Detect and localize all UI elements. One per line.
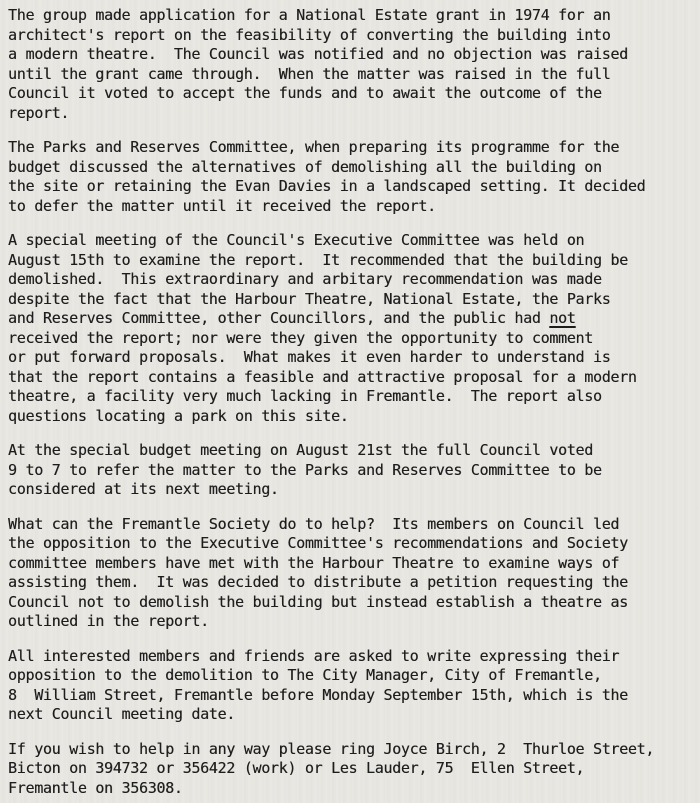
text-line: At the special budget meeting on August 21st the full Council voted	[8, 441, 593, 459]
text-line: Bicton on 394732 or 356422 (work) or Les Lauder, 75 Ellen Street,	[8, 759, 585, 777]
text-line: questions locating a park on this site.	[8, 406, 349, 425]
text-line: Council not to demolish the building but instead establish a theatre as	[8, 592, 628, 611]
text-line: demolished. This extraordinary and arbitary recommendation was made	[8, 270, 602, 288]
text-line: opposition to the demolition to The City Manager, City of Fremantle,	[8, 666, 602, 684]
paragraph	[8, 647, 696, 725]
paragraph	[8, 441, 696, 500]
text-line: despite the fact that the Harbour Theatre, National Estate, the Parks	[8, 289, 611, 308]
paragraph	[8, 231, 696, 426]
text-line: budget discussed the alternatives of demolishing all the building on	[8, 157, 602, 176]
text-line: 8 William Street, Fremantle before Monday September 15th, which is the	[8, 685, 628, 704]
text-line: assisting them. It was decided to distribute a petition requesting the	[8, 573, 628, 591]
text-line: architect's report on the feasibility of converting the building into	[8, 25, 611, 44]
text-line: All interested members and friends are asked to write expressing their	[8, 646, 620, 665]
text-line: August 15th to examine the report. It recommended that the building be	[8, 250, 628, 269]
text-line: received the report; nor were they given the opportunity to comment	[8, 328, 593, 347]
text-line: Council it voted to accept the funds and to await the outcome of the	[8, 84, 602, 102]
text-line: The Parks and Reserves Committee, when preparing its programme for the	[8, 138, 620, 156]
paragraph	[8, 740, 696, 799]
text-line: The group made application for a National Estate grant in 1974 for an	[8, 6, 611, 24]
text-line: the site or retaining the Evan Davies in a landscaped setting. It decided	[8, 177, 646, 195]
paragraph	[8, 515, 696, 632]
text-line: If you wish to help in any way please ring Joyce Birch, 2 Thurloe Street,	[8, 739, 655, 758]
text-line: Fremantle on 356308.	[8, 778, 183, 797]
text-line: considered at its next meeting.	[8, 480, 279, 498]
text-line: next Council meeting date.	[8, 705, 236, 723]
text-line: What can the Fremantle Society do to help? Its members on Council led	[8, 514, 620, 533]
paragraph	[8, 6, 696, 123]
underlined-word: not	[549, 309, 576, 327]
text-line: committee members have met with the Harbour Theatre to examine ways of	[8, 553, 620, 572]
text-line: to defer the matter until it received the report.	[8, 196, 436, 215]
paragraph	[8, 138, 696, 216]
text-line: a modern theatre. The Council was notified and no objection was raised	[8, 45, 628, 63]
text-line: and Reserves Committee, other Councillors, and the public had not	[8, 309, 576, 327]
text-line: outlined in the report.	[8, 612, 209, 630]
text-line: until the grant came through. When the matter was raised in the full	[8, 64, 611, 83]
text-line: 9 to 7 to refer the matter to the Parks and Reserves Committee to be	[8, 460, 602, 479]
text-line: or put forward proposals. What makes it even harder to understand is	[8, 348, 611, 366]
text-line: theatre, a facility very much lacking in Fremantle. The report also	[8, 387, 602, 405]
document-body	[8, 6, 696, 798]
text-line: report.	[8, 103, 70, 122]
text-line: that the report contains a feasible and attractive proposal for a modern	[8, 367, 637, 386]
text-line: A special meeting of the Council's Executive Committee was held on	[8, 231, 585, 249]
text-line: the opposition to the Executive Committee's recommendations and Society	[8, 534, 628, 552]
